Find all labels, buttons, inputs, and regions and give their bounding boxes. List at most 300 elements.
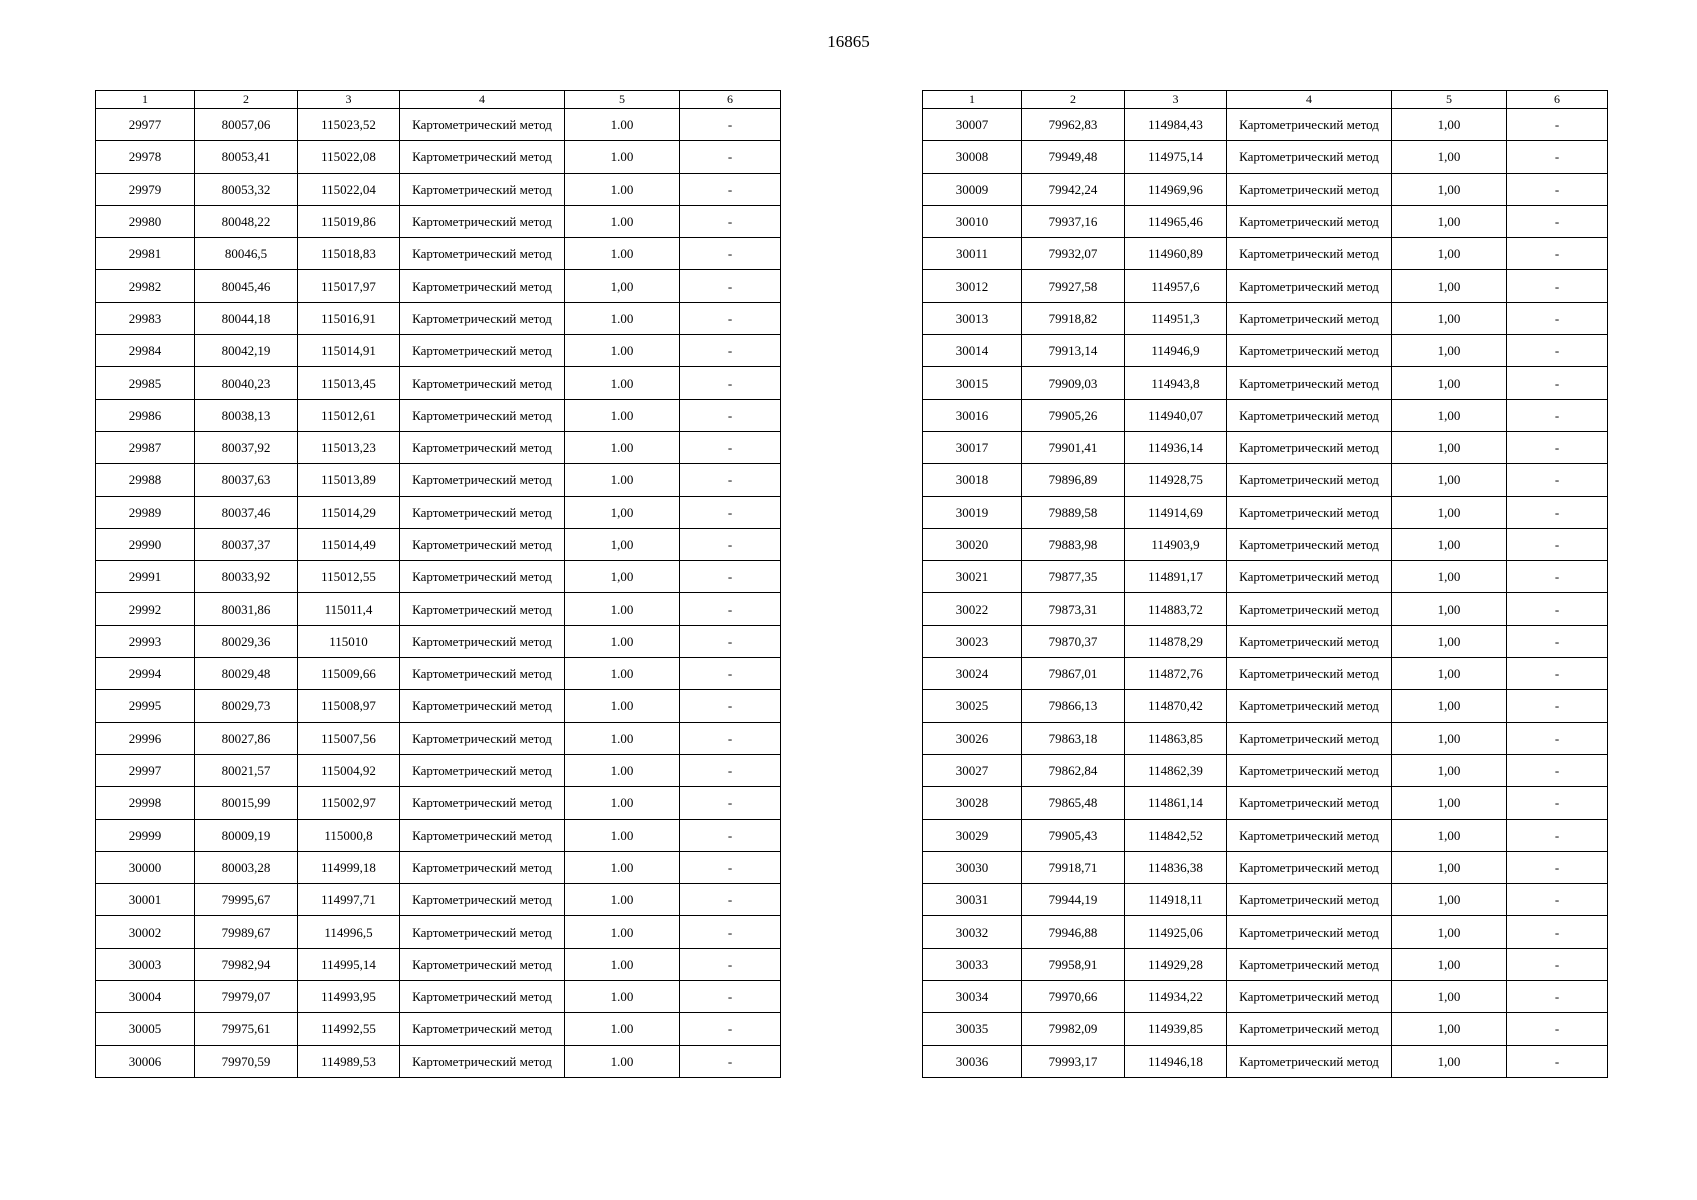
point-number-cell: 29987 bbox=[96, 431, 195, 463]
note-cell: - bbox=[680, 141, 781, 173]
accuracy-cell: 1.00 bbox=[565, 981, 680, 1013]
method-cell: Картометрический метод bbox=[400, 270, 565, 302]
table-row bbox=[96, 948, 781, 980]
y-coordinate-cell: 115019,86 bbox=[298, 205, 400, 237]
table-row bbox=[923, 625, 1608, 657]
table-row bbox=[96, 399, 781, 431]
note-cell: - bbox=[1507, 561, 1608, 593]
note-cell: - bbox=[1507, 690, 1608, 722]
point-number-cell: 30021 bbox=[923, 561, 1022, 593]
y-coordinate-cell: 115022,04 bbox=[298, 173, 400, 205]
note-cell: - bbox=[680, 819, 781, 851]
note-cell: - bbox=[1507, 302, 1608, 334]
table-row bbox=[96, 109, 781, 141]
x-coordinate-cell: 80003,28 bbox=[195, 851, 298, 883]
table-row bbox=[923, 205, 1608, 237]
accuracy-cell: 1.00 bbox=[565, 464, 680, 496]
method-cell: Картометрический метод bbox=[400, 851, 565, 883]
accuracy-cell: 1.00 bbox=[565, 851, 680, 883]
method-cell: Картометрический метод bbox=[400, 787, 565, 819]
column-header-3: 3 bbox=[1125, 91, 1227, 109]
method-cell: Картометрический метод bbox=[1227, 819, 1392, 851]
method-cell: Картометрический метод bbox=[1227, 916, 1392, 948]
x-coordinate-cell: 80031,86 bbox=[195, 593, 298, 625]
y-coordinate-cell: 114903,9 bbox=[1125, 528, 1227, 560]
accuracy-cell: 1.00 bbox=[565, 916, 680, 948]
method-cell: Картометрический метод bbox=[400, 238, 565, 270]
accuracy-cell: 1,00 bbox=[1392, 948, 1507, 980]
accuracy-cell: 1,00 bbox=[565, 561, 680, 593]
note-cell: - bbox=[1507, 431, 1608, 463]
column-header-2: 2 bbox=[1022, 91, 1125, 109]
column-header-5: 5 bbox=[565, 91, 680, 109]
x-coordinate-cell: 79970,66 bbox=[1022, 981, 1125, 1013]
y-coordinate-cell: 114862,39 bbox=[1125, 754, 1227, 786]
table-row bbox=[923, 109, 1608, 141]
x-coordinate-cell: 79889,58 bbox=[1022, 496, 1125, 528]
note-cell: - bbox=[1507, 722, 1608, 754]
x-coordinate-cell: 79896,89 bbox=[1022, 464, 1125, 496]
y-coordinate-cell: 114925,06 bbox=[1125, 916, 1227, 948]
y-coordinate-cell: 114996,5 bbox=[298, 916, 400, 948]
accuracy-cell: 1.00 bbox=[565, 1045, 680, 1077]
y-coordinate-cell: 115017,97 bbox=[298, 270, 400, 302]
accuracy-cell: 1.00 bbox=[565, 335, 680, 367]
accuracy-cell: 1,00 bbox=[1392, 593, 1507, 625]
accuracy-cell: 1,00 bbox=[1392, 916, 1507, 948]
accuracy-cell: 1,00 bbox=[1392, 270, 1507, 302]
method-cell: Картометрический метод bbox=[400, 528, 565, 560]
table-row bbox=[96, 496, 781, 528]
point-number-cell: 30003 bbox=[96, 948, 195, 980]
accuracy-cell: 1,00 bbox=[1392, 302, 1507, 334]
x-coordinate-cell: 79970,59 bbox=[195, 1045, 298, 1077]
x-coordinate-cell: 79927,58 bbox=[1022, 270, 1125, 302]
method-cell: Картометрический метод bbox=[1227, 238, 1392, 270]
table-row bbox=[923, 851, 1608, 883]
x-coordinate-cell: 80037,63 bbox=[195, 464, 298, 496]
note-cell: - bbox=[680, 496, 781, 528]
table-row bbox=[923, 561, 1608, 593]
x-coordinate-cell: 79944,19 bbox=[1022, 884, 1125, 916]
x-coordinate-cell: 79863,18 bbox=[1022, 722, 1125, 754]
accuracy-cell: 1,00 bbox=[1392, 819, 1507, 851]
table-row bbox=[923, 238, 1608, 270]
note-cell: - bbox=[1507, 625, 1608, 657]
y-coordinate-cell: 114870,42 bbox=[1125, 690, 1227, 722]
table-row bbox=[923, 1013, 1608, 1045]
method-cell: Картометрический метод bbox=[400, 1045, 565, 1077]
method-cell: Картометрический метод bbox=[1227, 173, 1392, 205]
x-coordinate-cell: 79979,07 bbox=[195, 981, 298, 1013]
accuracy-cell: 1.00 bbox=[565, 173, 680, 205]
table-row bbox=[96, 1045, 781, 1077]
method-cell: Картометрический метод bbox=[1227, 205, 1392, 237]
x-coordinate-cell: 79905,43 bbox=[1022, 819, 1125, 851]
table-row bbox=[96, 593, 781, 625]
accuracy-cell: 1,00 bbox=[1392, 367, 1507, 399]
y-coordinate-cell: 114842,52 bbox=[1125, 819, 1227, 851]
y-coordinate-cell: 114891,17 bbox=[1125, 561, 1227, 593]
y-coordinate-cell: 115016,91 bbox=[298, 302, 400, 334]
accuracy-cell: 1.00 bbox=[565, 658, 680, 690]
table-row bbox=[923, 981, 1608, 1013]
point-number-cell: 30006 bbox=[96, 1045, 195, 1077]
y-coordinate-cell: 115002,97 bbox=[298, 787, 400, 819]
method-cell: Картометрический метод bbox=[1227, 851, 1392, 883]
point-number-cell: 29991 bbox=[96, 561, 195, 593]
accuracy-cell: 1.00 bbox=[565, 141, 680, 173]
table-row bbox=[923, 173, 1608, 205]
table-row bbox=[96, 205, 781, 237]
column-header-2: 2 bbox=[195, 91, 298, 109]
y-coordinate-cell: 115014,91 bbox=[298, 335, 400, 367]
point-number-cell: 30017 bbox=[923, 431, 1022, 463]
note-cell: - bbox=[680, 399, 781, 431]
point-number-cell: 30027 bbox=[923, 754, 1022, 786]
note-cell: - bbox=[1507, 173, 1608, 205]
note-cell: - bbox=[1507, 496, 1608, 528]
method-cell: Картометрический метод bbox=[400, 593, 565, 625]
x-coordinate-cell: 80042,19 bbox=[195, 335, 298, 367]
method-cell: Картометрический метод bbox=[400, 335, 565, 367]
coordinates-table-left bbox=[95, 90, 781, 1078]
table-header-row bbox=[923, 91, 1608, 109]
y-coordinate-cell: 114957,6 bbox=[1125, 270, 1227, 302]
method-cell: Картометрический метод bbox=[1227, 593, 1392, 625]
coordinates-table-right bbox=[922, 90, 1608, 1078]
table-row bbox=[96, 625, 781, 657]
note-cell: - bbox=[1507, 851, 1608, 883]
table-row bbox=[96, 302, 781, 334]
method-cell: Картометрический метод bbox=[400, 464, 565, 496]
y-coordinate-cell: 115013,89 bbox=[298, 464, 400, 496]
point-number-cell: 29981 bbox=[96, 238, 195, 270]
method-cell: Картометрический метод bbox=[400, 399, 565, 431]
table-row bbox=[96, 528, 781, 560]
y-coordinate-cell: 114984,43 bbox=[1125, 109, 1227, 141]
note-cell: - bbox=[680, 431, 781, 463]
y-coordinate-cell: 114940,07 bbox=[1125, 399, 1227, 431]
x-coordinate-cell: 80046,5 bbox=[195, 238, 298, 270]
point-number-cell: 30022 bbox=[923, 593, 1022, 625]
point-number-cell: 29979 bbox=[96, 173, 195, 205]
point-number-cell: 29990 bbox=[96, 528, 195, 560]
point-number-cell: 29995 bbox=[96, 690, 195, 722]
accuracy-cell: 1,00 bbox=[1392, 141, 1507, 173]
accuracy-cell: 1,00 bbox=[1392, 109, 1507, 141]
accuracy-cell: 1,00 bbox=[565, 528, 680, 560]
x-coordinate-cell: 79982,09 bbox=[1022, 1013, 1125, 1045]
x-coordinate-cell: 79877,35 bbox=[1022, 561, 1125, 593]
y-coordinate-cell: 115018,83 bbox=[298, 238, 400, 270]
x-coordinate-cell: 79946,88 bbox=[1022, 916, 1125, 948]
table-row bbox=[96, 851, 781, 883]
method-cell: Картометрический метод bbox=[1227, 787, 1392, 819]
column-header-5: 5 bbox=[1392, 91, 1507, 109]
accuracy-cell: 1,00 bbox=[1392, 496, 1507, 528]
y-coordinate-cell: 114993,95 bbox=[298, 981, 400, 1013]
x-coordinate-cell: 80044,18 bbox=[195, 302, 298, 334]
point-number-cell: 30033 bbox=[923, 948, 1022, 980]
x-coordinate-cell: 79962,83 bbox=[1022, 109, 1125, 141]
table-row bbox=[923, 302, 1608, 334]
note-cell: - bbox=[680, 1013, 781, 1045]
table-row bbox=[96, 270, 781, 302]
accuracy-cell: 1.00 bbox=[565, 787, 680, 819]
table-row bbox=[96, 561, 781, 593]
note-cell: - bbox=[1507, 464, 1608, 496]
point-number-cell: 30034 bbox=[923, 981, 1022, 1013]
table-row bbox=[923, 948, 1608, 980]
note-cell: - bbox=[680, 948, 781, 980]
note-cell: - bbox=[1507, 593, 1608, 625]
accuracy-cell: 1,00 bbox=[1392, 205, 1507, 237]
accuracy-cell: 1,00 bbox=[1392, 787, 1507, 819]
y-coordinate-cell: 114999,18 bbox=[298, 851, 400, 883]
method-cell: Картометрический метод bbox=[400, 496, 565, 528]
x-coordinate-cell: 79883,98 bbox=[1022, 528, 1125, 560]
method-cell: Картометрический метод bbox=[1227, 335, 1392, 367]
y-coordinate-cell: 114929,28 bbox=[1125, 948, 1227, 980]
accuracy-cell: 1,00 bbox=[1392, 1045, 1507, 1077]
note-cell: - bbox=[1507, 1045, 1608, 1077]
table-row bbox=[96, 367, 781, 399]
method-cell: Картометрический метод bbox=[400, 981, 565, 1013]
method-cell: Картометрический метод bbox=[1227, 528, 1392, 560]
point-number-cell: 29977 bbox=[96, 109, 195, 141]
note-cell: - bbox=[680, 270, 781, 302]
method-cell: Картометрический метод bbox=[1227, 1013, 1392, 1045]
table-row bbox=[96, 981, 781, 1013]
point-number-cell: 30009 bbox=[923, 173, 1022, 205]
method-cell: Картометрический метод bbox=[1227, 884, 1392, 916]
point-number-cell: 30000 bbox=[96, 851, 195, 883]
point-number-cell: 29994 bbox=[96, 658, 195, 690]
point-number-cell: 29989 bbox=[96, 496, 195, 528]
note-cell: - bbox=[680, 593, 781, 625]
point-number-cell: 30036 bbox=[923, 1045, 1022, 1077]
method-cell: Картометрический метод bbox=[400, 561, 565, 593]
x-coordinate-cell: 79865,48 bbox=[1022, 787, 1125, 819]
note-cell: - bbox=[680, 335, 781, 367]
y-coordinate-cell: 114934,22 bbox=[1125, 981, 1227, 1013]
table-row bbox=[96, 690, 781, 722]
accuracy-cell: 1,00 bbox=[565, 270, 680, 302]
y-coordinate-cell: 114946,9 bbox=[1125, 335, 1227, 367]
x-coordinate-cell: 80053,32 bbox=[195, 173, 298, 205]
column-header-1: 1 bbox=[923, 91, 1022, 109]
x-coordinate-cell: 79937,16 bbox=[1022, 205, 1125, 237]
x-coordinate-cell: 79873,31 bbox=[1022, 593, 1125, 625]
point-number-cell: 30024 bbox=[923, 658, 1022, 690]
method-cell: Картометрический метод bbox=[1227, 722, 1392, 754]
note-cell: - bbox=[680, 625, 781, 657]
accuracy-cell: 1,00 bbox=[1392, 1013, 1507, 1045]
x-coordinate-cell: 79901,41 bbox=[1022, 431, 1125, 463]
table-row bbox=[96, 173, 781, 205]
table-row bbox=[96, 884, 781, 916]
point-number-cell: 30014 bbox=[923, 335, 1022, 367]
point-number-cell: 30020 bbox=[923, 528, 1022, 560]
point-number-cell: 30012 bbox=[923, 270, 1022, 302]
accuracy-cell: 1,00 bbox=[1392, 561, 1507, 593]
accuracy-cell: 1.00 bbox=[565, 1013, 680, 1045]
accuracy-cell: 1,00 bbox=[1392, 238, 1507, 270]
note-cell: - bbox=[1507, 270, 1608, 302]
y-coordinate-cell: 114951,3 bbox=[1125, 302, 1227, 334]
method-cell: Картометрический метод bbox=[400, 431, 565, 463]
y-coordinate-cell: 114995,14 bbox=[298, 948, 400, 980]
accuracy-cell: 1.00 bbox=[565, 238, 680, 270]
x-coordinate-cell: 79867,01 bbox=[1022, 658, 1125, 690]
x-coordinate-cell: 80033,92 bbox=[195, 561, 298, 593]
table-row bbox=[96, 431, 781, 463]
note-cell: - bbox=[680, 658, 781, 690]
accuracy-cell: 1,00 bbox=[1392, 754, 1507, 786]
note-cell: - bbox=[680, 754, 781, 786]
accuracy-cell: 1,00 bbox=[1392, 981, 1507, 1013]
point-number-cell: 30018 bbox=[923, 464, 1022, 496]
note-cell: - bbox=[1507, 205, 1608, 237]
point-number-cell: 29993 bbox=[96, 625, 195, 657]
table-row bbox=[96, 238, 781, 270]
x-coordinate-cell: 80037,37 bbox=[195, 528, 298, 560]
accuracy-cell: 1.00 bbox=[565, 431, 680, 463]
x-coordinate-cell: 79918,82 bbox=[1022, 302, 1125, 334]
accuracy-cell: 1,00 bbox=[1392, 464, 1507, 496]
table-row bbox=[923, 399, 1608, 431]
accuracy-cell: 1,00 bbox=[1392, 690, 1507, 722]
accuracy-cell: 1.00 bbox=[565, 593, 680, 625]
y-coordinate-cell: 114936,14 bbox=[1125, 431, 1227, 463]
column-header-4: 4 bbox=[400, 91, 565, 109]
accuracy-cell: 1,00 bbox=[1392, 173, 1507, 205]
accuracy-cell: 1.00 bbox=[565, 302, 680, 334]
accuracy-cell: 1.00 bbox=[565, 109, 680, 141]
y-coordinate-cell: 114992,55 bbox=[298, 1013, 400, 1045]
table-row bbox=[96, 916, 781, 948]
x-coordinate-cell: 80038,13 bbox=[195, 399, 298, 431]
x-coordinate-cell: 79975,61 bbox=[195, 1013, 298, 1045]
note-cell: - bbox=[680, 690, 781, 722]
table-row bbox=[96, 464, 781, 496]
point-number-cell: 30002 bbox=[96, 916, 195, 948]
table-row bbox=[923, 916, 1608, 948]
accuracy-cell: 1.00 bbox=[565, 948, 680, 980]
y-coordinate-cell: 115008,97 bbox=[298, 690, 400, 722]
table-row bbox=[923, 141, 1608, 173]
x-coordinate-cell: 80040,23 bbox=[195, 367, 298, 399]
note-cell: - bbox=[680, 884, 781, 916]
method-cell: Картометрический метод bbox=[1227, 754, 1392, 786]
point-number-cell: 30019 bbox=[923, 496, 1022, 528]
method-cell: Картометрический метод bbox=[400, 948, 565, 980]
note-cell: - bbox=[1507, 658, 1608, 690]
table-row bbox=[923, 658, 1608, 690]
table-row bbox=[96, 335, 781, 367]
point-number-cell: 30035 bbox=[923, 1013, 1022, 1045]
accuracy-cell: 1.00 bbox=[565, 205, 680, 237]
method-cell: Картометрический метод bbox=[1227, 625, 1392, 657]
point-number-cell: 30010 bbox=[923, 205, 1022, 237]
table-row bbox=[96, 754, 781, 786]
y-coordinate-cell: 115012,61 bbox=[298, 399, 400, 431]
x-coordinate-cell: 80029,73 bbox=[195, 690, 298, 722]
x-coordinate-cell: 80009,19 bbox=[195, 819, 298, 851]
note-cell: - bbox=[680, 109, 781, 141]
table-row bbox=[923, 270, 1608, 302]
x-coordinate-cell: 79942,24 bbox=[1022, 173, 1125, 205]
method-cell: Картометрический метод bbox=[1227, 948, 1392, 980]
note-cell: - bbox=[680, 561, 781, 593]
note-cell: - bbox=[1507, 1013, 1608, 1045]
y-coordinate-cell: 115013,45 bbox=[298, 367, 400, 399]
method-cell: Картометрический метод bbox=[400, 1013, 565, 1045]
method-cell: Картометрический метод bbox=[1227, 302, 1392, 334]
column-header-6: 6 bbox=[1507, 91, 1608, 109]
x-coordinate-cell: 79913,14 bbox=[1022, 335, 1125, 367]
note-cell: - bbox=[680, 464, 781, 496]
y-coordinate-cell: 114928,75 bbox=[1125, 464, 1227, 496]
point-number-cell: 30007 bbox=[923, 109, 1022, 141]
y-coordinate-cell: 114960,89 bbox=[1125, 238, 1227, 270]
note-cell: - bbox=[680, 367, 781, 399]
note-cell: - bbox=[680, 173, 781, 205]
x-coordinate-cell: 80048,22 bbox=[195, 205, 298, 237]
x-coordinate-cell: 80015,99 bbox=[195, 787, 298, 819]
accuracy-cell: 1,00 bbox=[565, 496, 680, 528]
method-cell: Картометрический метод bbox=[1227, 141, 1392, 173]
y-coordinate-cell: 115014,29 bbox=[298, 496, 400, 528]
table-row bbox=[923, 464, 1608, 496]
method-cell: Картометрический метод bbox=[400, 819, 565, 851]
method-cell: Картометрический метод bbox=[1227, 464, 1392, 496]
table-row bbox=[923, 1045, 1608, 1077]
method-cell: Картометрический метод bbox=[1227, 367, 1392, 399]
note-cell: - bbox=[1507, 884, 1608, 916]
x-coordinate-cell: 79862,84 bbox=[1022, 754, 1125, 786]
x-coordinate-cell: 80021,57 bbox=[195, 754, 298, 786]
note-cell: - bbox=[1507, 109, 1608, 141]
method-cell: Картометрический метод bbox=[1227, 690, 1392, 722]
point-number-cell: 29978 bbox=[96, 141, 195, 173]
accuracy-cell: 1.00 bbox=[565, 722, 680, 754]
y-coordinate-cell: 114914,69 bbox=[1125, 496, 1227, 528]
note-cell: - bbox=[1507, 528, 1608, 560]
table-row bbox=[923, 431, 1608, 463]
table-row bbox=[96, 819, 781, 851]
y-coordinate-cell: 115023,52 bbox=[298, 109, 400, 141]
y-coordinate-cell: 114872,76 bbox=[1125, 658, 1227, 690]
table-row bbox=[923, 722, 1608, 754]
x-coordinate-cell: 80037,92 bbox=[195, 431, 298, 463]
y-coordinate-cell: 114883,72 bbox=[1125, 593, 1227, 625]
note-cell: - bbox=[680, 528, 781, 560]
x-coordinate-cell: 79909,03 bbox=[1022, 367, 1125, 399]
y-coordinate-cell: 114989,53 bbox=[298, 1045, 400, 1077]
y-coordinate-cell: 115022,08 bbox=[298, 141, 400, 173]
point-number-cell: 30016 bbox=[923, 399, 1022, 431]
table-row bbox=[923, 884, 1608, 916]
note-cell: - bbox=[1507, 981, 1608, 1013]
method-cell: Картометрический метод bbox=[400, 722, 565, 754]
x-coordinate-cell: 79866,13 bbox=[1022, 690, 1125, 722]
accuracy-cell: 1,00 bbox=[1392, 528, 1507, 560]
y-coordinate-cell: 115011,4 bbox=[298, 593, 400, 625]
method-cell: Картометрический метод bbox=[400, 173, 565, 205]
y-coordinate-cell: 114946,18 bbox=[1125, 1045, 1227, 1077]
